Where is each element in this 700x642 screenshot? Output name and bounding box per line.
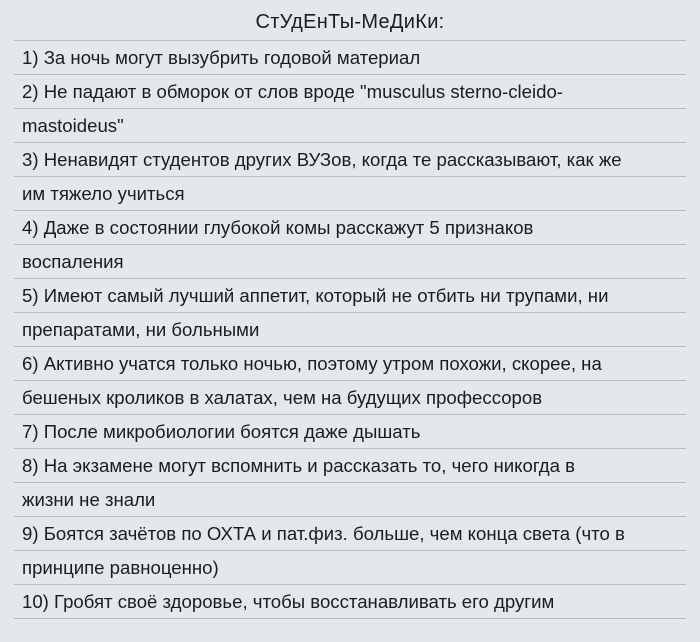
list-line: mastoideus" — [14, 109, 686, 143]
page-title: СтУдЕнТы-МеДиКи: — [255, 11, 445, 33]
ruled-list — [14, 40, 686, 619]
list-line: им тяжело учиться — [14, 177, 686, 211]
list-line: 6) Активно учатся только ночью, поэтому утром похожи, скорее, на — [14, 347, 686, 381]
list-line: 3) Ненавидят студентов других ВУЗов, когда те рассказывают, как же — [14, 143, 686, 177]
list-line: бешеных кроликов в халатах, чем на будущих профессоров — [14, 381, 686, 415]
list-line: препаратами, ни больными — [14, 313, 686, 347]
list-line: 9) Боятся зачётов по ОХТА и пат.физ. больше, чем конца света (что в — [14, 517, 686, 551]
list-line: воспаления — [14, 245, 686, 279]
list-line: 1) За ночь могут вызубрить годовой материал — [14, 41, 686, 75]
list-line: 5) Имеют самый лучший аппетит, который не отбить ни трупами, ни — [14, 279, 686, 313]
list-line: 4) Даже в состоянии глубокой комы расскажут 5 признаков — [14, 211, 686, 245]
list-line: принципе равноценно) — [14, 551, 686, 585]
list-line: 2) Не падают в обморок от слов вроде "musculus sterno-cleido- — [14, 75, 686, 109]
list-line: 7) После микробиологии боятся даже дышать — [14, 415, 686, 449]
list-line: 10) Гробят своё здоровье, чтобы восстанавливать его другим — [14, 585, 686, 619]
list-line: 8) На экзамене могут вспомнить и рассказать то, чего никогда в — [14, 449, 686, 483]
list-line: жизни не знали — [14, 483, 686, 517]
